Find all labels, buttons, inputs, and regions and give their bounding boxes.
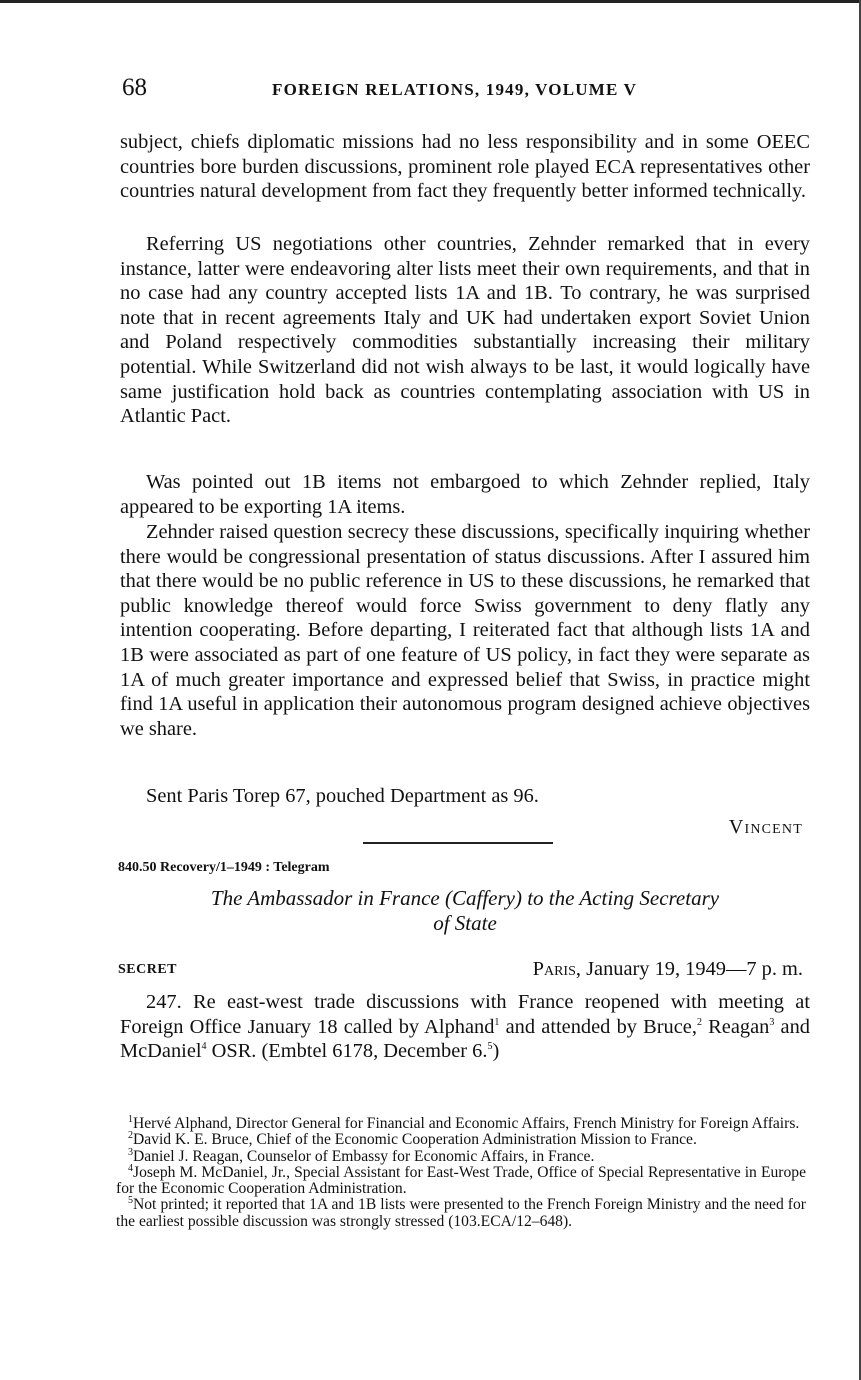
- classification-label: SECRET: [118, 962, 178, 977]
- telegram-text-c: Reagan: [701, 1015, 770, 1038]
- footnote-4: Joseph M. McDaniel, Jr., Special Assistant for East-West Trade, Office of Special Representative in Europe for the Economic Cooperation Administration.: [116, 1163, 806, 1198]
- footnote-mark-4: 4: [128, 1162, 133, 1174]
- paragraph-continued: subject, chiefs diplomatic missions had no less responsibility and in some OEEC countries bore burden discussions, prominent role played ECA representatives other countries natural development from fact they frequently better informed technically.: [120, 131, 810, 203]
- footnote-2: David K. E. Bruce, Chief of the Economic Cooperation Administration Mission to France.: [133, 1131, 697, 1149]
- footnote-item: [116, 1197, 806, 1230]
- document-title-line-2: of State: [433, 911, 497, 935]
- top-edge-line: [0, 0, 861, 3]
- footnotes: [116, 1113, 806, 1230]
- paragraph-sent-paris: Sent Paris Torep 67, pouched Department as 96.: [146, 785, 539, 807]
- footnote-item: [116, 1113, 806, 1132]
- footnote-ref-3: 3: [769, 1016, 775, 1028]
- document-title: [120, 886, 810, 936]
- dateline-place: Paris,: [532, 958, 581, 980]
- telegram-text-f: ): [492, 1040, 500, 1063]
- footnote-mark-5: 5: [128, 1195, 133, 1207]
- telegram-text-a: Re east-west trade discussions with France reopened with meeting at Foreign Office January 18 called by Alphand: [120, 991, 810, 1038]
- signature: Vincent: [728, 816, 803, 838]
- paragraph-secrecy: Zehnder raised question secrecy these discussions, specifically inquiring whether there would be congressional presentation of status discussions. After I assured him that there would be no public reference in US to these discussions, he remarked that public knowledge thereof would force Swiss government to deny flatly any intention cooperating. Before departing, I reiterated fact that although lists 1A and 1B were associated as part of one feature of US policy, in fact they were separate as 1A of much greater importance and expressed belief that Swiss, in practice might find 1A useful in application their autonomous program designed achieve objectives we share.: [120, 521, 810, 740]
- footnote-5: Not printed; it reported that 1A and 1B lists were presented to the French Foreign Ministry and the need for the earliest possible discussion was strongly stressed (103.ECA/12–648).: [116, 1196, 806, 1230]
- telegram-text-b: and attended by Bruce,: [499, 1015, 697, 1038]
- telegram-body: [120, 990, 810, 1064]
- document-title-line-1: The Ambassador in France (Caffery) to the Acting Secretary: [210, 886, 720, 910]
- footnote-mark-2: 2: [128, 1130, 133, 1142]
- footnote-ref-5: 5: [487, 1041, 493, 1053]
- page-header: [122, 74, 812, 104]
- footnote-3: Daniel J. Reagan, Counselor of Embassy for Economic Affairs, in France.: [133, 1147, 595, 1165]
- footnote-item: [116, 1132, 806, 1148]
- paragraph-us-negotiations: Referring US negotiations other countries, Zehnder remarked that in every instance, latter were endeavoring alter lists meet their own requirements, and that in no case had any country accepted lists 1A and 1B. To contrary, he was surprised note that in recent agreements Italy and UK had undertaken export Soviet Union and Poland respectively commodities substantially increasing their military potential. While Switzerland did not wish always to be last, it would logically have same justification hold back as countries contemplating association with US in Atlantic Pact.: [120, 233, 810, 428]
- telegram-text-d: and McDaniel: [120, 1015, 810, 1063]
- section-separator: [363, 842, 553, 844]
- footnote-item: [116, 1162, 806, 1198]
- dateline: [533, 958, 803, 981]
- footnote-ref-2: 2: [696, 1016, 702, 1028]
- page-number: 68: [122, 74, 147, 101]
- footnote-ref-1: 1: [494, 1016, 500, 1028]
- footnote-mark-3: 3: [128, 1146, 133, 1158]
- dateline-date: January 19, 1949—7 p. m.: [580, 958, 803, 980]
- paragraph-1b-items: Was pointed out 1B items not embargoed to which Zehnder replied, Italy appeared to be exporting 1A items.: [120, 471, 810, 518]
- telegram-text-e: OSR. (Embtel 6178, December 6.: [206, 1040, 488, 1063]
- footnote-1: Hervé Alphand, Director General for Financial and Economic Affairs, French Ministry for Foreign Affairs.: [133, 1115, 800, 1132]
- footnote-mark-1: 1: [128, 1113, 133, 1125]
- file-number: 840.50 Recovery/1–1949 : Telegram: [118, 860, 330, 875]
- running-head: FOREIGN RELATIONS, 1949, VOLUME V: [272, 80, 638, 99]
- footnote-item: [116, 1146, 806, 1165]
- telegram-number: 247.: [146, 991, 182, 1013]
- footnote-ref-4: 4: [201, 1041, 207, 1053]
